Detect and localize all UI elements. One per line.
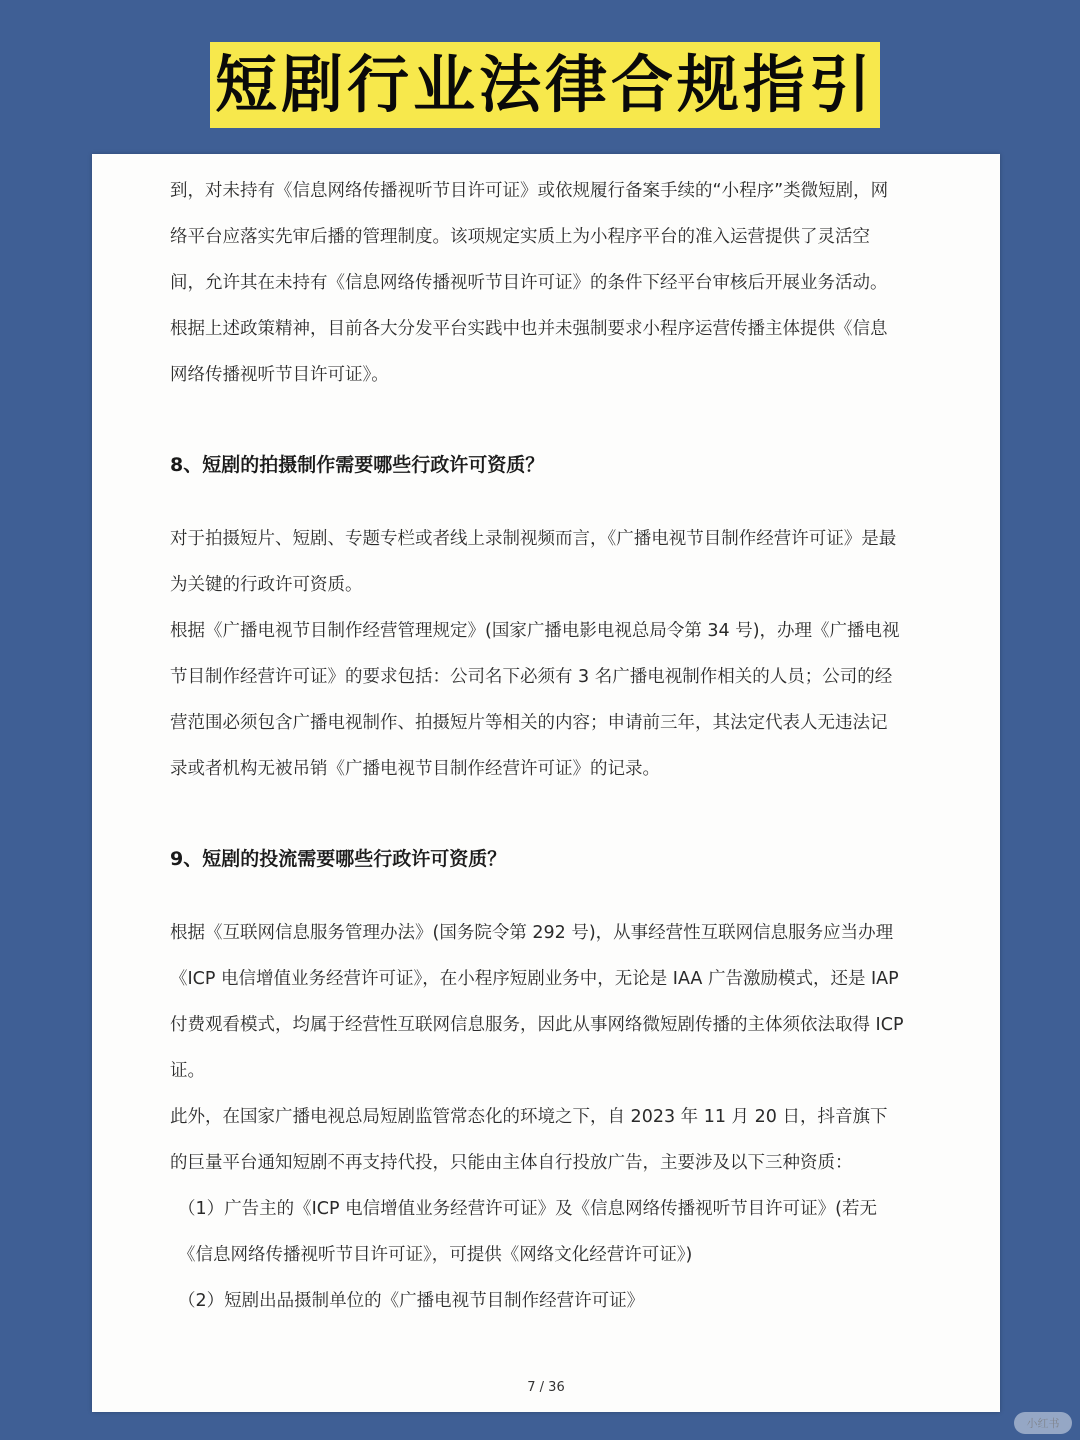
document-page bbox=[92, 154, 1000, 1412]
section-heading-9: 9、短剧的投流需要哪些行政许可资质？ bbox=[170, 848, 507, 870]
title-banner bbox=[210, 42, 880, 128]
section-heading-8: 8、短剧的拍摄制作需要哪些行政许可资质？ bbox=[170, 454, 545, 476]
page-number: 7 / 36 bbox=[527, 1380, 565, 1395]
paragraph: 根据《广播电视节目制作经营管理规定》(国家广播电影电视总局令第 34 号)，办理《广播电视节目制作经营许可证》的要求包括：公司名下必须有 3 名广播电视制作相关的人员；公司的经营范围必须包含广播电视制作、拍摄短片等相关的内容；申请前三年，其法定代表人无违法记录或者机构无被吊销《广播电视节目制作经营许可证》的记录。 bbox=[170, 621, 900, 779]
document-content bbox=[170, 168, 904, 1324]
paragraph: 到，对未持有《信息网络传播视听节目许可证》或依规履行备案手续的“小程序”类微短剧，网络平台应落实先审后播的管理制度。该项规定实质上为小程序平台的准入运营提供了灵活空间，允许其在未持有《信息网络传播视听节目许可证》的条件下经平台审核后开展业务活动。 bbox=[170, 181, 889, 293]
paragraph: 对于拍摄短片、短剧、专题专栏或者线上录制视频而言，《广播电视节目制作经营许可证》是最为关键的行政许可资质。 bbox=[170, 529, 897, 595]
list-item: （2）短剧出品摄制单位的《广播电视节目制作经营许可证》 bbox=[178, 1291, 645, 1311]
list-item: （1）广告主的《ICP 电信增值业务经营许可证》及《信息网络传播视听节目许可证》(若无《信息网络传播视听节目许可证》，可提供《网络文化经营许可证》) bbox=[178, 1199, 877, 1265]
watermark: 小红书 bbox=[1014, 1412, 1072, 1434]
paragraph: 根据上述政策精神，目前各大分发平台实践中也并未强制要求小程序运营传播主体提供《信息网络传播视听节目许可证》。 bbox=[170, 319, 888, 385]
paragraph: 根据《互联网信息服务管理办法》(国务院令第 292 号)，从事经营性互联网信息服务应当办理《ICP 电信增值业务经营许可证》，在小程序短剧业务中，无论是 IAA 广告激励模式，还是 IAP 付费观看模式，均属于经营性互联网信息服务，因此从事网络微短剧传播的主体须依法取得 ICP 证。 bbox=[170, 923, 904, 1081]
paragraph: 此外，在国家广播电视总局短剧监管常态化的环境之下，自 2023 年 11 月 20 日，抖音旗下的巨量平台通知短剧不再支持代投，只能由主体自行投放广告，主要涉及以下三种资质： bbox=[170, 1107, 888, 1173]
page-title: 短剧行业法律合规指引 bbox=[214, 48, 875, 121]
